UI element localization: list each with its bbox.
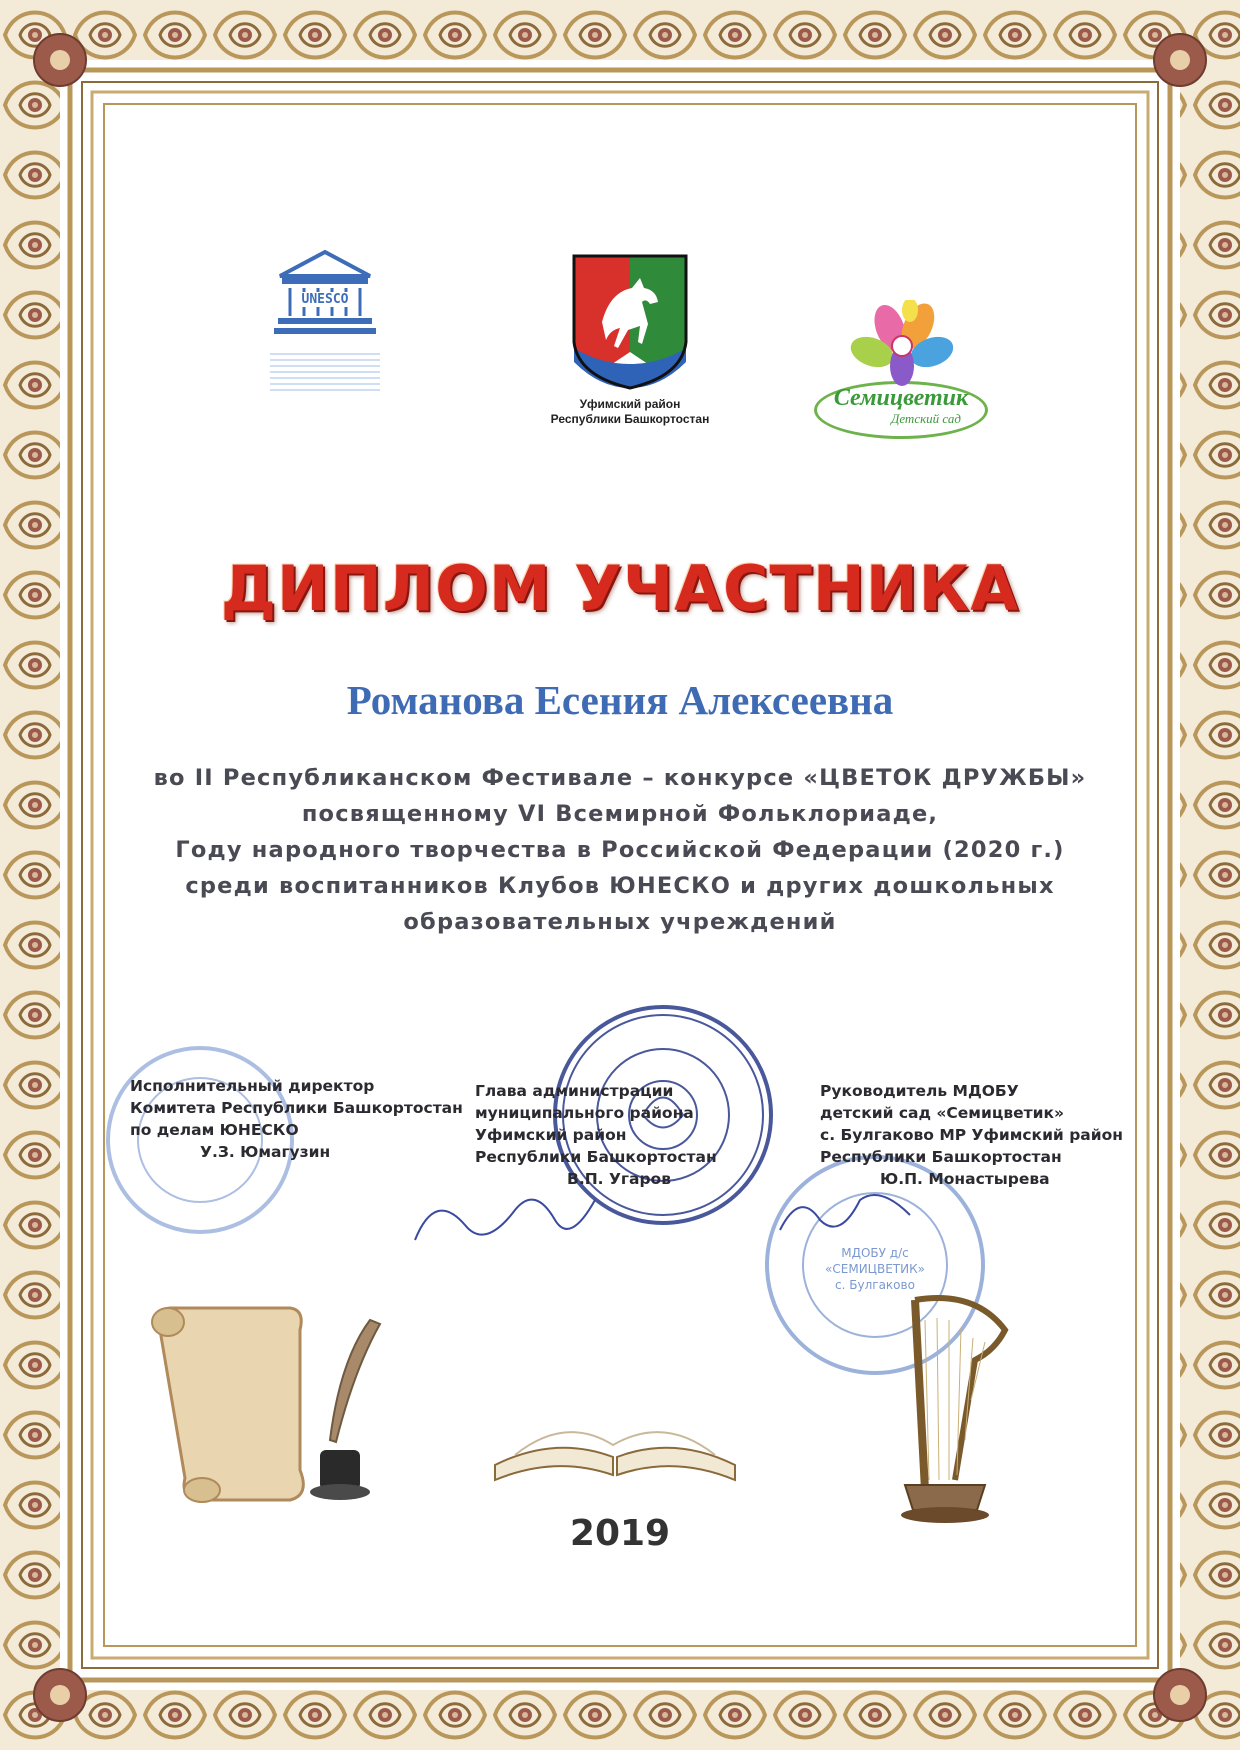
body-line: во II Республиканском Фестивале – конкурсе «ЦВЕТОК ДРУЖБЫ»	[153, 765, 1087, 791]
body-line: образовательных учреждений	[403, 909, 837, 935]
signature-block-administration	[475, 1080, 717, 1190]
sig-line: Уфимский район	[475, 1126, 627, 1144]
recipient-name: Романова Есения Алексеевна	[346, 677, 894, 723]
sig-line: Республики Башкортостан	[475, 1148, 717, 1166]
district-caption-line2: Республики Башкортостан	[550, 412, 710, 426]
kindergarten-name: Семицветик	[833, 385, 969, 411]
stamp-right-text: МДОБУ д/с «СЕМИЦВЕТИК» с. Булгаково	[825, 1246, 925, 1292]
unesco-fine-print	[270, 349, 380, 391]
signature-block-kindergarten	[820, 1080, 1123, 1190]
sig-line: детский сад «Семицветик»	[820, 1104, 1065, 1122]
kindergarten-badge	[814, 381, 988, 439]
sig-line: муниципального района	[475, 1104, 694, 1122]
unesco-text: UNESCO	[292, 292, 358, 307]
district-caption-line1: Уфимский район	[579, 397, 681, 411]
sig-line: Руководитель МДОБУ	[820, 1082, 1019, 1100]
district-coat-of-arms	[540, 252, 720, 432]
flower-icon	[810, 300, 990, 390]
sig-line: Исполнительный директор	[130, 1077, 375, 1095]
signatory-name: В.П. Угаров	[567, 1170, 672, 1188]
sig-line: Глава администрации	[475, 1082, 674, 1100]
harp-icon	[885, 1280, 1035, 1530]
diploma-title: ДИПЛОМ УЧАСТНИКА	[220, 552, 1020, 625]
kindergarten-logo	[810, 300, 990, 450]
diploma-body-text	[150, 760, 1090, 940]
coat-of-arms-icon	[570, 252, 690, 392]
sig-line: Республики Башкортостан	[820, 1148, 1062, 1166]
unesco-logo	[270, 248, 380, 378]
signature-right-scribble	[770, 1180, 920, 1250]
sig-line: по делам ЮНЕСКО	[130, 1121, 299, 1139]
body-line: среди воспитанников Клубов ЮНЕСКО и других дошкольных	[185, 873, 1055, 899]
diploma-year: 2019	[569, 1513, 671, 1554]
open-book-icon	[485, 1395, 745, 1485]
scroll-and-quill-icon	[140, 1300, 400, 1520]
kindergarten-sub: Детский сад	[891, 411, 961, 426]
signatory-name: У.З. Юмагузин	[200, 1143, 331, 1161]
sig-line: Комитета Республики Башкортостан	[130, 1099, 463, 1117]
body-line: Году народного творчества в Российской Федерации (2020 г.)	[175, 837, 1065, 863]
body-line: посвященному VI Всемирной Фольклориаде,	[301, 801, 939, 827]
sig-line: с. Булгаково МР Уфимский район	[820, 1126, 1123, 1144]
signature-block-unesco	[130, 1075, 463, 1163]
signatory-name: Ю.П. Монастырева	[880, 1170, 1050, 1188]
